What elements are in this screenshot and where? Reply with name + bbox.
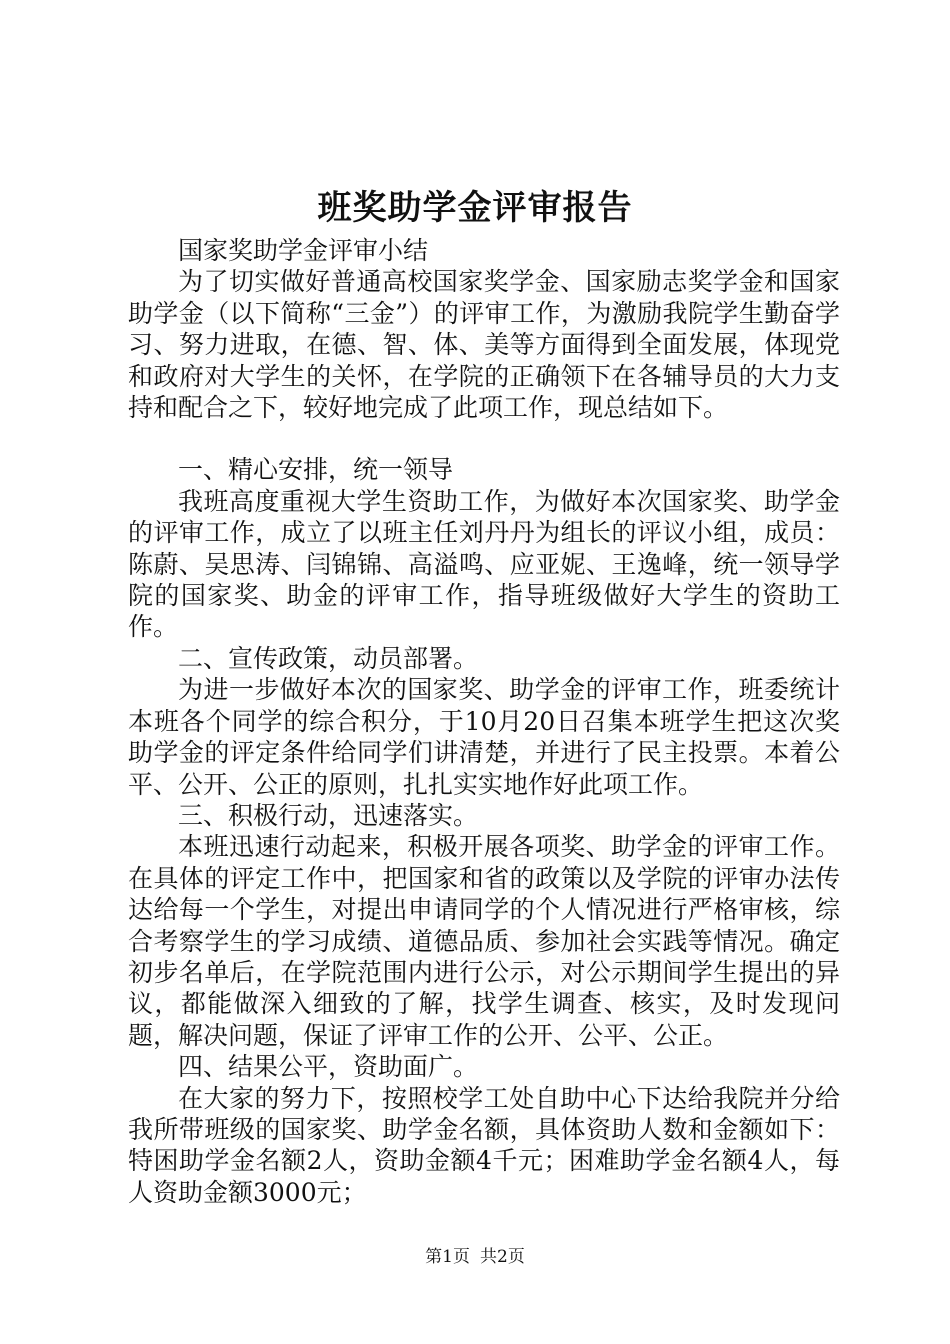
intro-paragraph: 为了切实做好普通高校国家奖学金、国家励志奖学金和国家助学金（以下简称“三金”）的评审工作，为激励我院学生勤奋学习、努力进取，在德、智、体、美等方面得到全面发展，体现党和政府对大学生的关怀，在学院的正确领下在各辅导员的大力支持和配合之下，较好地完成了此项工作，现总结如下。	[128, 267, 840, 423]
document-title: 班奖助学金评审报告	[317, 188, 633, 228]
section-heading-2: 二、宣传政策，动员部署。	[178, 643, 479, 673]
page-footer	[0, 1245, 950, 1269]
section-heading-3: 三、积极行动，迅速落实。	[178, 800, 479, 830]
section-paragraph-1: 我班高度重视大学生资助工作，为做好本次国家奖、助学金的评审工作，成立了以班主任刘丹丹为组长的评议小组，成员：陈蔚、吴思涛、闫锦锦、高溢鸣、应亚妮、王逸峰，统一领导学院的国家奖、助金的评审工作，指导班级做好大学生的资助工作。	[128, 486, 840, 642]
section-heading-4: 四、结果公平，资助面广。	[178, 1052, 479, 1082]
page-number: 第1页	[425, 1247, 470, 1267]
section-paragraph-3: 本班迅速行动起来，积极开展各项奖、助学金的评审工作。在具体的评定工作中，把国家和省的政策以及学院的评审办法传达给每一个学生，对提出申请同学的个人情况进行严格审核，综合考察学生的学习成绩、道德品质、参加社会实践等情况。确定初步名单后，在学院范围内进行公示，对公示期间学生提出的异议，都能做深入细致的了解，找学生调查、核实，及时发现问题，解决问题，保证了评审工作的公开、公平、公正。	[128, 832, 840, 1050]
section-heading-1: 一、精心安排，统一领导	[178, 455, 454, 485]
document-body	[128, 235, 840, 1208]
page-total: 共2页	[480, 1247, 525, 1267]
section-paragraph-2: 为进一步做好本次的国家奖、助学金的评审工作，班委统计本班各个同学的综合积分，于10月20日召集本班学生把这次奖助学金的评定条件给同学们讲清楚，并进行了民主投票。本着公平、公开、公正的原则，扎扎实实地作好此项工作。	[128, 675, 840, 799]
subtitle-paragraph: 国家奖助学金评审小结	[178, 236, 429, 265]
section-paragraph-4: 在大家的努力下，按照校学工处自助中心下达给我院并分给我所带班级的国家奖、助学金名额，具体资助人数和金额如下：特困助学金名额2人，资助金额4千元；困难助学金名额4人，每人资助金额3000元；	[128, 1083, 840, 1207]
